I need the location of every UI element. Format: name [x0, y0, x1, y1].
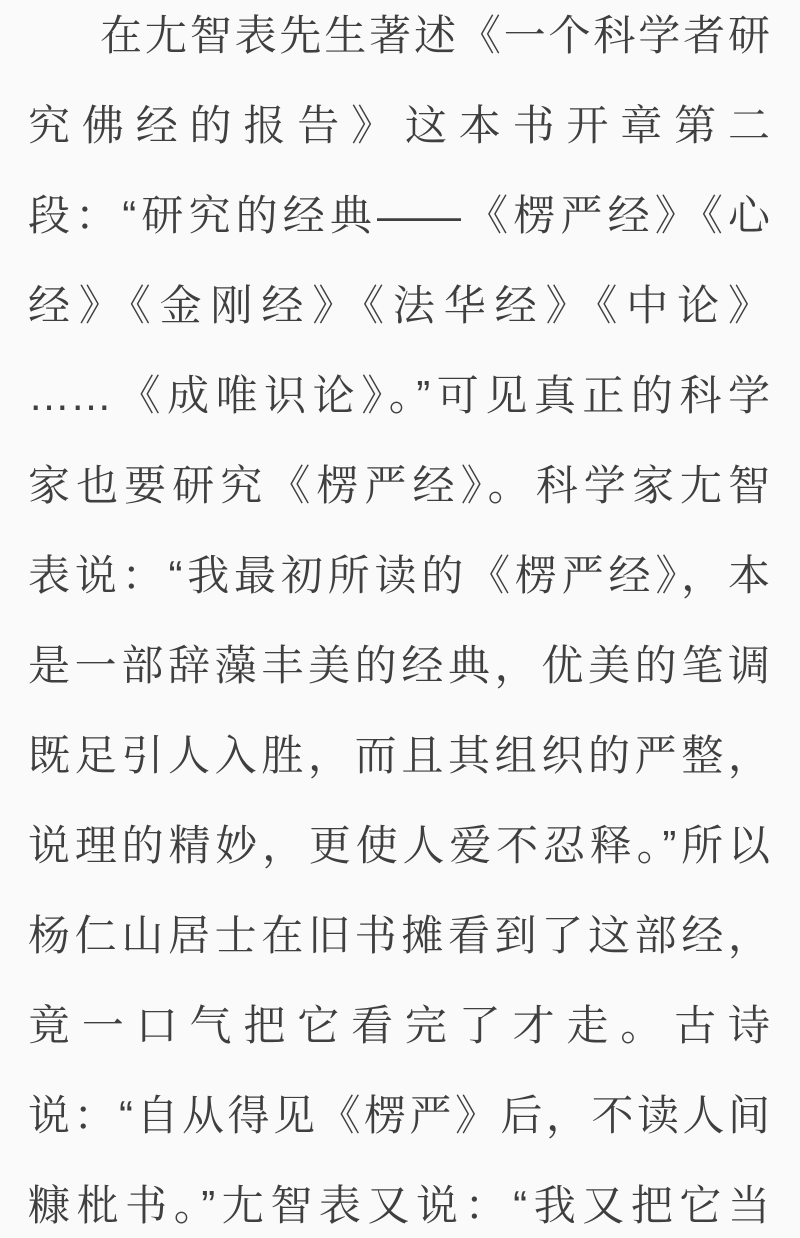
text-line: 经》《金刚经》《法华经》《中论》: [28, 282, 770, 329]
text-line: 既足引人入胜，而且其组织的严整，: [28, 732, 770, 779]
text-line: 究佛经的报告》这本书开章第二: [28, 102, 770, 149]
text-line: 糠枇书。”尢智表又说：“我又把它当: [28, 1182, 770, 1229]
text-line: 在尢智表先生著述《一个科学者研: [100, 12, 770, 59]
text-line: 段：“研究的经典——《楞严经》《心: [28, 192, 770, 239]
text-line: 表说：“我最初所读的《楞严经》，本: [28, 552, 770, 599]
text-line: 说理的精妙，更使人爱不忍释。”所以: [28, 822, 770, 869]
text-line: 家也要研究《楞严经》。科学家尢智: [28, 462, 770, 509]
text-line: 说：“自从得见《楞严》后，不读人间: [28, 1092, 770, 1139]
text-line: ……《成唯识论》。”可见真正的科学: [28, 372, 770, 419]
text-line: 竟一口气把它看完了才走。古诗: [28, 1002, 770, 1049]
text-line: 是一部辞藻丰美的经典，优美的笔调: [28, 642, 770, 689]
text-line: 杨仁山居士在旧书摊看到了这部经，: [28, 912, 770, 959]
